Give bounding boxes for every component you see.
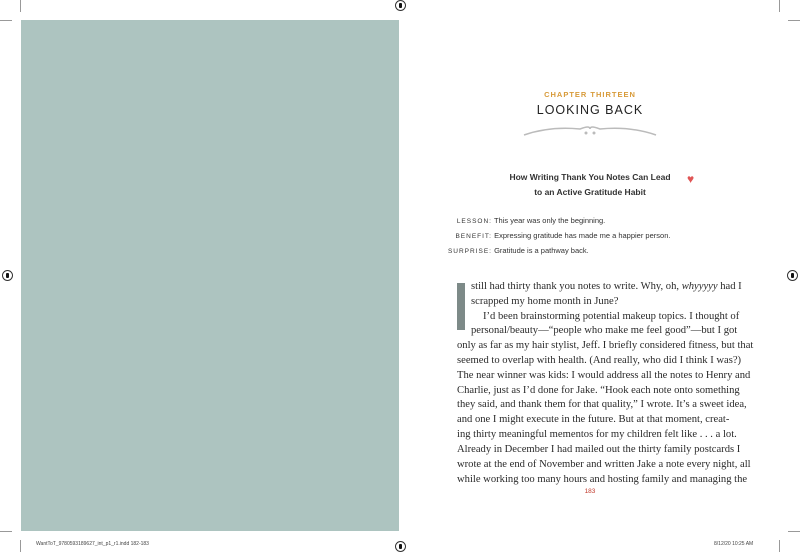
body-text: had I [717,281,742,292]
page-number: 183 [584,488,596,495]
crop-mark [788,531,800,532]
crop-mark [20,540,21,552]
left-page-color-block [21,20,399,531]
body-line: scrapped my home month in June? [471,296,619,307]
meta-value: This year was only the beginning. [493,216,606,225]
body-text: still had thirty thank you notes to write. Why, oh, [471,281,682,292]
meta-key: SURPRISE: [447,248,492,255]
crop-mark [779,540,780,552]
chapter-subtitle [470,170,710,200]
crop-mark [779,0,780,12]
heart-icon: ♥ [687,172,695,186]
body-line: ing thirty meaningful mementos for my children felt like . . . a lot. [457,429,737,440]
registration-mark-icon [2,270,13,281]
body-line: they said, and thank them for that quality,” I wrote. It’s a sweet idea, [457,399,747,410]
body-line: Already in December I had mailed out the thirty family postcards I [457,444,741,455]
meta-value: Expressing gratitude has made me a happier person. [494,231,671,240]
body-line: only as far as my hair stylist, Jeff. I briefly considered fitness, but that [457,340,754,351]
subtitle-line: How Writing Thank You Notes Can Lead [509,172,671,182]
drop-cap-i [457,283,465,330]
body-line: The near winner was kids: I would address all the notes to Henry and [457,370,751,381]
crop-mark [20,0,21,12]
registration-mark-icon [395,541,406,552]
body-line: personal/beauty—“people who make me feel good”—but I got [471,325,738,336]
meta-benefit [395,231,670,240]
body-line: Charlie, just as I’d done for Jake. “Hook each note onto something [457,385,740,396]
meta-key: BENEFIT: [455,233,492,240]
body-line: seemed to overlap with health. (And really, who did I think I was?) [457,355,742,366]
meta-lesson [395,216,605,225]
registration-mark-icon [787,270,798,281]
body-line: and one I might execute in the future. But at that moment, creat- [457,414,730,425]
crop-mark [0,531,12,532]
flourish-ornament-icon [520,123,660,139]
chapter-number: CHAPTER THIRTEEN [544,90,636,99]
crop-mark [788,20,800,21]
body-line: I’d been brainstorming potential makeup topics. I thought of [483,311,740,322]
meta-key: LESSON: [456,218,492,225]
crop-mark [0,20,12,21]
meta-value: Gratitude is a pathway back. [494,246,589,255]
chapter-title: LOOKING BACK [536,103,644,117]
body-line: while working too many hours and hosting family and managing the [457,474,748,485]
body-italic: whyyyyy [681,281,718,292]
subtitle-line: to an Active Gratitude Habit [534,187,646,197]
slug-date: 8/12/20 10:25 AM [714,541,754,547]
body-line [471,280,742,294]
meta-surprise [395,246,589,255]
registration-mark-icon [395,0,406,11]
slug-filename: WantToT_9780593189627_int_p1_r1.indd 182-183 [36,541,149,547]
body-line: wrote at the end of November and written Jake a note every night, all [457,459,751,470]
